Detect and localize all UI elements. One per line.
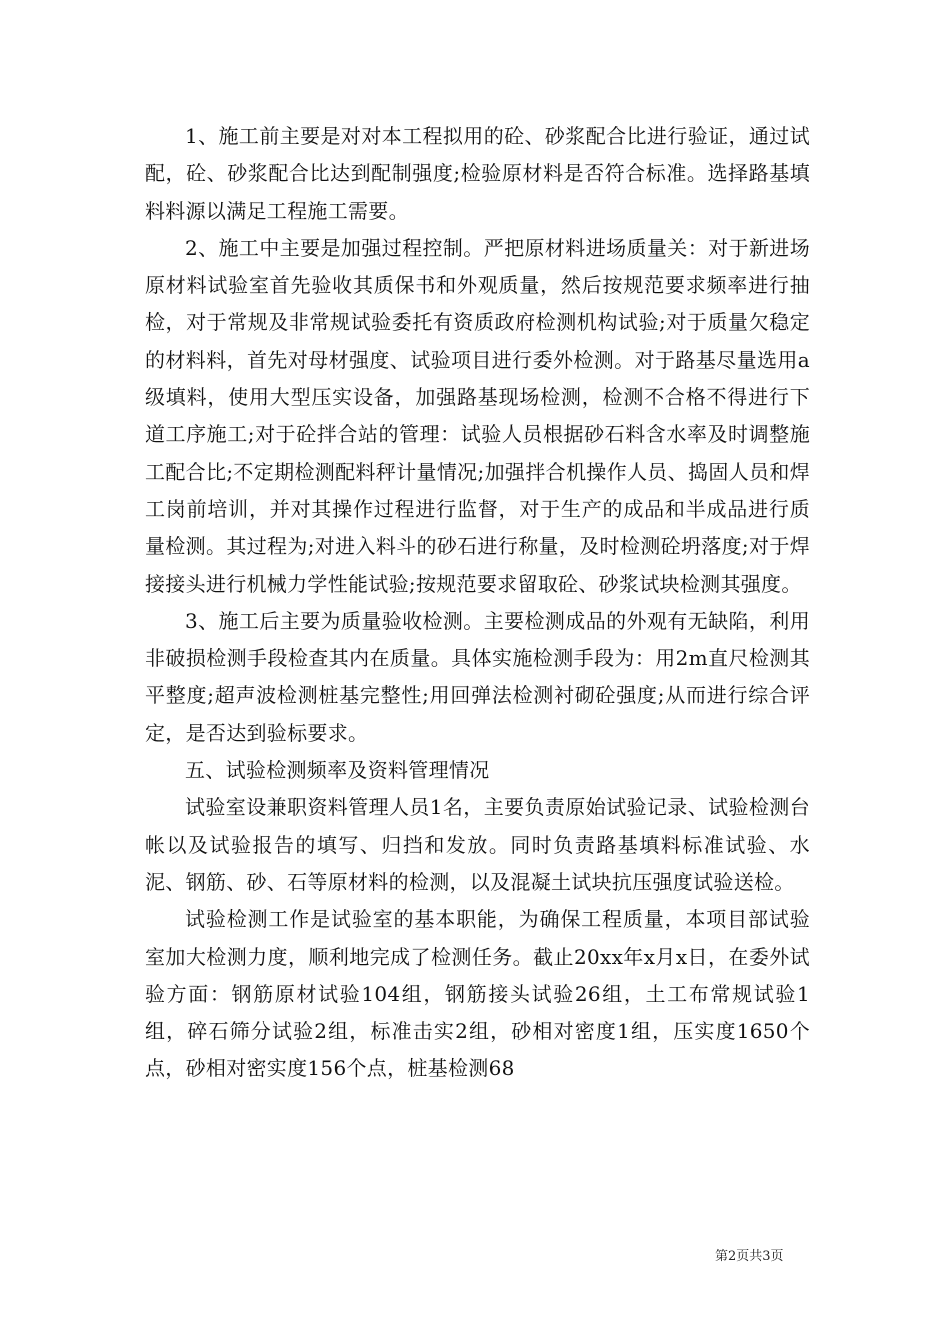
paragraph-post-construction: 3、施工后主要为质量验收检测。主要检测成品的外观有无缺陷，利用非破损检测手段检查其内在质量。具体实施检测手段为：用2m直尺检测其平整度;超声波检测桩基完整性;用回弹法检测衬砌砼强度;从而进行综合评定，是否达到验标要求。 xyxy=(145,608,810,745)
page-number: 第2页共3页 xyxy=(715,1249,784,1264)
paragraph-pre-construction: 1、施工前主要是对对本工程拟用的砼、砂浆配合比进行验证，通过试配，砼、砂浆配合比达到配制强度;检验原材料是否符合标准。选择路基填料料源以满足工程施工需要。 xyxy=(145,124,810,223)
paragraph-during-construction: 2、施工中主要是加强过程控制。严把原材料进场质量关：对于新进场原材料试验室首先验收其质保书和外观质量，然后按规范要求频率进行抽检，对于常规及非常规试验委托有资质政府检测机构试验;对于质量欠稳定的材料料，首先对母材强度、试验项目进行委外检测。对于路基尽量选用a级填料，使用大型压实设备，加强路基现场检测，检测不合格不得进行下道工序施工;对于砼拌合站的管理：试验人员根据砂石料含水率及时调整施工配合比;不定期检测配料秤计量情况;加强拌合机操作人员、捣固人员和焊工岗前培训，并对其操作过程进行监督，对于生产的成品和半成品进行质量检测。其过程为;对进入料斗的砂石进行称量，及时检测砼坍落度;对于焊接接头进行机械力学性能试验;按规范要求留取砼、砂浆试块检测其强度。 xyxy=(145,235,810,596)
section-heading: 五、试验检测频率及资料管理情况 xyxy=(185,758,490,783)
paragraph-testing-work: 试验检测工作是试验室的基本职能，为确保工程质量，本项目部试验室加大检测力度，顺利地完成了检测任务。截止20xx年x月x日，在委外试验方面：钢筋原材试验104组，钢筋接头试验26组，土工布常规试验1组，碎石筛分试验2组，标准击实2组，砂相对密度1组，压实度1650个点，砂相对密实度156个点，桩基检测68 xyxy=(145,907,810,1081)
document-body xyxy=(145,118,810,1088)
paragraph-data-management: 试验室设兼职资料管理人员1名，主要负责原始试验记录、试验检测台帐以及试验报告的填写、归挡和发放。同时负责路基填料标准试验、水泥、钢筋、砂、石等原材料的检测，以及混凝土试块抗压强度试验送检。 xyxy=(145,795,810,894)
